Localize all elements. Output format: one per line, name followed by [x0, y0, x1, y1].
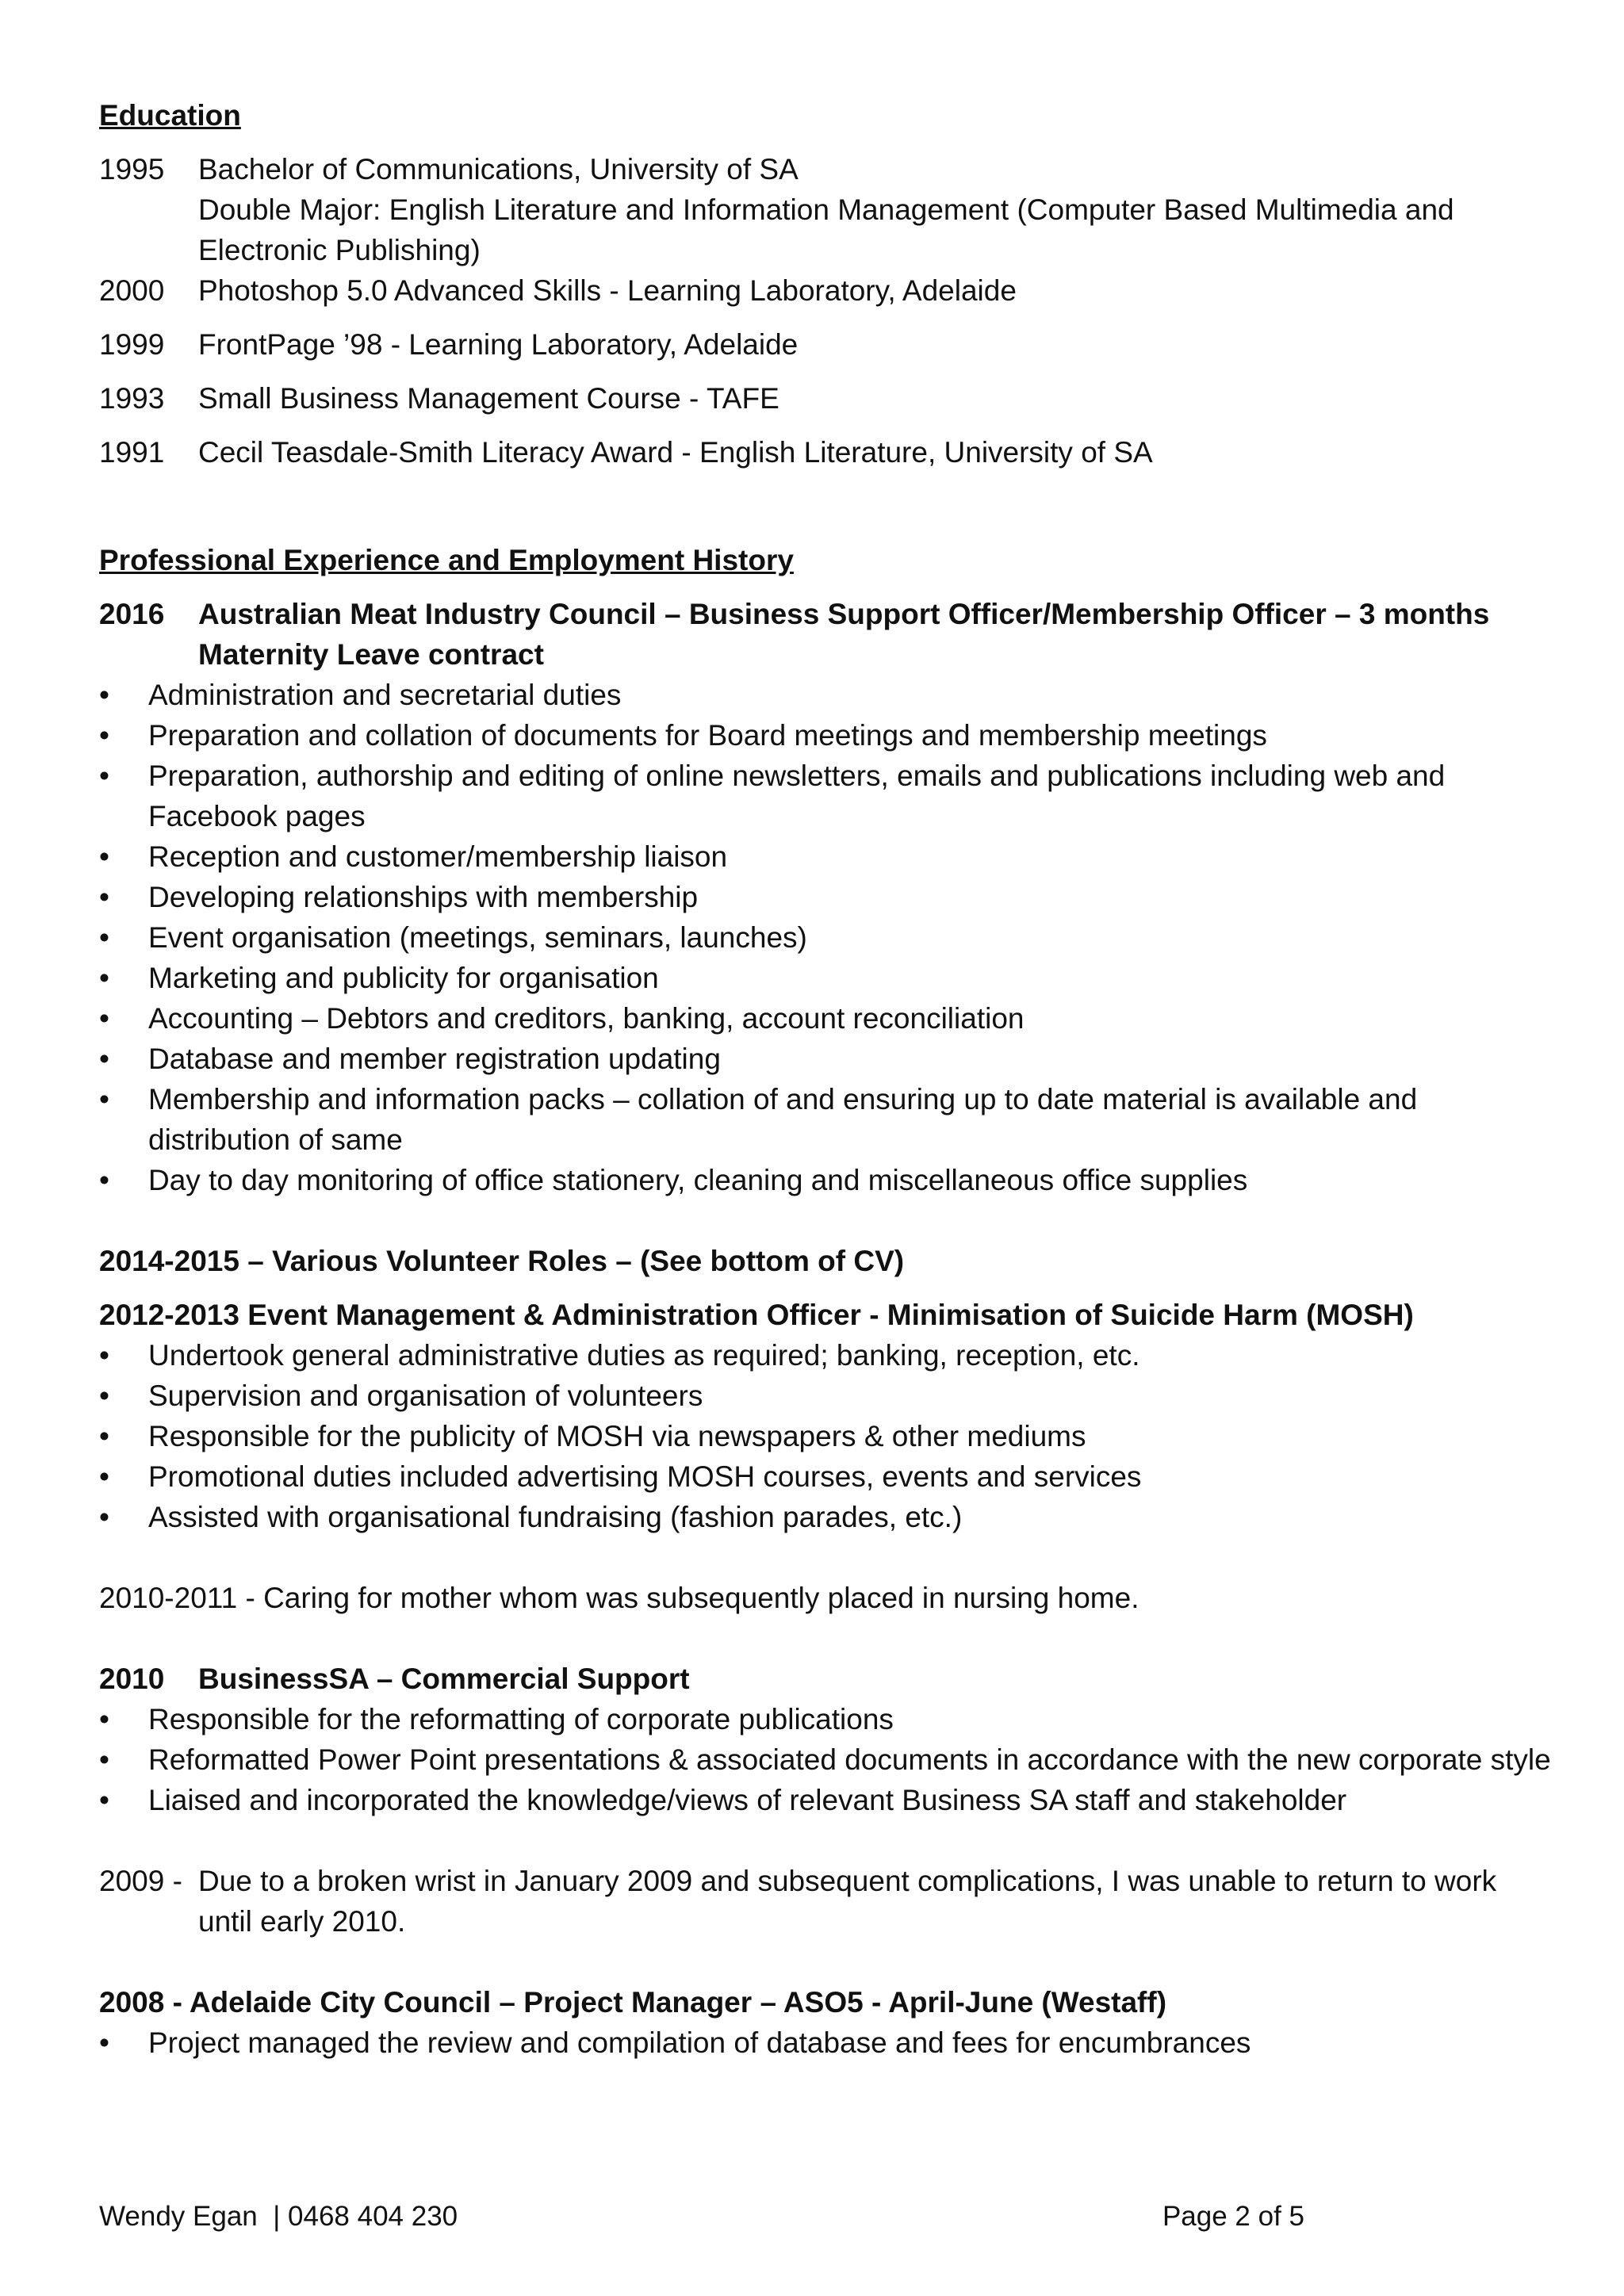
education-detail: Double Major: English Literature and Information Management (Computer Based Multimedia and Electronic Publishing)	[198, 193, 1454, 266]
cv-page	[99, 95, 1558, 2063]
list-item: • Reformatted Power Point presentations & associated documents in accordance with the new corporate style	[99, 1739, 1558, 1780]
list-item: • Undertook general administrative duties as required; banking, reception, etc.	[99, 1335, 1558, 1376]
list-item: • Responsible for the publicity of MOSH via newspapers & other mediums	[99, 1416, 1558, 1456]
list-item: • Administration and secretarial duties	[99, 675, 1558, 715]
mosh-duties-list	[99, 1335, 1558, 1537]
footer-contact: Wendy Egan | 0468 404 230	[99, 2201, 458, 2232]
wrist-year: 2009 -	[99, 1865, 182, 1897]
page-number: Page 2 of 5	[1162, 2201, 1304, 2232]
list-item: • Event organisation (meetings, seminars, launches)	[99, 917, 1558, 958]
list-item: • Preparation, authorship and editing of online newsletters, emails and publications including web and Facebook pages	[99, 756, 1558, 836]
job-title: BusinessSA – Commercial Support	[198, 1663, 690, 1695]
education-item	[99, 270, 1558, 311]
experience-heading: Professional Experience and Employment History	[99, 544, 794, 576]
education-item	[99, 324, 1558, 365]
education-item	[99, 378, 1558, 419]
list-item: • Developing relationships with membership	[99, 877, 1558, 917]
education-title: Bachelor of Communications, University of SA	[198, 153, 799, 186]
list-item: • Liaised and incorporated the knowledge/views of relevant Business SA staff and stakeholder	[99, 1780, 1558, 1820]
education-title: Small Business Management Course - TAFE	[198, 382, 779, 415]
job-heading-acc: 2008 - Adelaide City Council – Project Manager – ASO5 - April-June (Westaff)	[99, 1986, 1167, 2019]
list-item: • Reception and customer/membership liaison	[99, 836, 1558, 877]
list-item: • Preparation and collation of documents for Board meetings and membership meetings	[99, 715, 1558, 756]
wrist-text: Due to a broken wrist in January 2009 and subsequent complications, I was unable to return to work until early 2010.	[198, 1865, 1497, 1938]
list-item: • Membership and information packs – collation of and ensuring up to date material is available and distribution of same	[99, 1079, 1558, 1160]
education-title: Cecil Teasdale-Smith Literacy Award - English Literature, University of SA	[198, 436, 1153, 469]
education-title: FrontPage ’98 - Learning Laboratory, Adelaide	[198, 328, 799, 361]
education-item	[99, 432, 1558, 473]
list-item: • Promotional duties included advertising MOSH courses, events and services	[99, 1456, 1558, 1497]
job-title: Australian Meat Industry Council – Business Support Officer/Membership Officer – 3 months Maternity Leave contract	[198, 598, 1490, 671]
education-item	[99, 149, 1558, 270]
education-year: 1993	[99, 382, 165, 415]
list-item: • Assisted with organisational fundraising (fashion parades, etc.)	[99, 1497, 1558, 1537]
amic-duties-list	[99, 675, 1558, 1200]
job-heading-mosh: 2012-2013 Event Management & Administration Officer - Minimisation of Suicide Harm (MOSH)	[99, 1299, 1414, 1331]
education-year: 1995	[99, 153, 165, 186]
job-heading-amic	[99, 594, 1558, 675]
page-footer	[99, 2196, 1304, 2237]
caring-note: 2010-2011 - Caring for mother whom was subsequently placed in nursing home.	[99, 1582, 1139, 1614]
acc-duties-list	[99, 2022, 1558, 2063]
list-item: • Database and member registration updating	[99, 1039, 1558, 1079]
list-item: • Day to day monitoring of office stationery, cleaning and miscellaneous office supplies	[99, 1160, 1558, 1200]
education-year: 2000	[99, 274, 165, 307]
job-year: 2016	[99, 598, 165, 630]
education-title: Photoshop 5.0 Advanced Skills - Learning Laboratory, Adelaide	[198, 274, 1017, 307]
wrist-note	[99, 1861, 1558, 1942]
education-year: 1999	[99, 328, 165, 361]
list-item: • Accounting – Debtors and creditors, banking, account reconciliation	[99, 998, 1558, 1039]
volunteer-heading: 2014-2015 – Various Volunteer Roles – (See bottom of CV)	[99, 1245, 905, 1277]
list-item: • Responsible for the reformatting of corporate publications	[99, 1699, 1558, 1739]
businesssa-duties-list	[99, 1699, 1558, 1820]
list-item: • Supervision and organisation of volunteers	[99, 1376, 1558, 1416]
education-year: 1991	[99, 436, 165, 469]
list-item: • Marketing and publicity for organisation	[99, 958, 1558, 998]
job-year: 2010	[99, 1663, 165, 1695]
education-heading: Education	[99, 99, 241, 132]
list-item: • Project managed the review and compilation of database and fees for encumbrances	[99, 2022, 1558, 2063]
job-heading-businesssa	[99, 1659, 1558, 1699]
